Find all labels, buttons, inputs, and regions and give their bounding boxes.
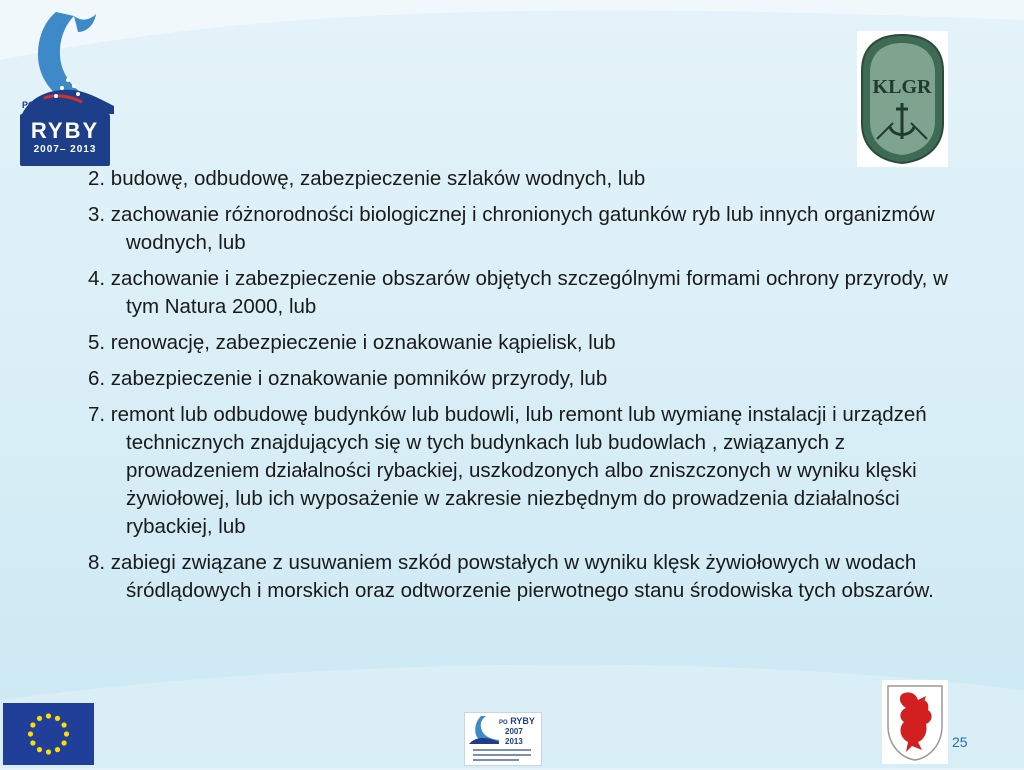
small-logo-caption-lines — [473, 749, 531, 761]
eu-stars-icon — [3, 703, 94, 765]
logo-name: RYBY — [30, 118, 100, 143]
logo-years: 2007– 2013 — [33, 144, 97, 155]
small-fish-icon — [467, 715, 501, 745]
small-logo-name: PO RYBY — [499, 716, 535, 726]
logo-po-text: PO — [22, 100, 36, 110]
logo-badge — [20, 114, 110, 166]
list-item: 7. remont lub odbudowę budynków lub budowli, lub remont lub wymianę instalacji i urządzeń technicznych znajdujących się w tych budynkach lub budowlach , związanych z prowadzeniem działalności rybackiej, uszkodzonych albo zniszczonych w wyniku klęski żywiołowej, lub ich wyposażenie w zakresie niezbędnym do prowadzenia działalności rybackiej, lub — [88, 403, 927, 538]
coat-of-arms — [882, 680, 948, 764]
list-item: 2. budowę, odbudowę, zabezpieczenie szlaków wodnych, lub — [88, 167, 646, 190]
list-item: 5. renowację, zabezpieczenie i oznakowanie kąpielisk, lub — [88, 331, 616, 354]
slide-content — [88, 165, 978, 613]
list-item: 6. zabezpieczenie i oznakowanie pomników przyrody, lub — [88, 367, 608, 390]
svg-text:KLGR: KLGR — [872, 76, 932, 98]
eu-flag — [3, 703, 94, 765]
small-logo-year-end: 2013 — [505, 737, 523, 746]
fish-icon — [16, 10, 114, 114]
page-number: 25 — [952, 734, 968, 750]
fishing-group-emblem — [857, 31, 948, 167]
anchor-emblem-icon — [857, 31, 948, 167]
list-item: 4. zachowanie i zabezpieczenie obszarów objętych szczególnymi formami ochrony przyrody, w tym Natura 2000, lub — [88, 267, 948, 318]
list-item: 8. zabiegi związane z usuwaniem szkód powstałych w wyniku klęsk żywiołowych w wodach śródlądowych i morskich oraz odtworzenie pierwotnego stanu środowiska tych obszarów. — [88, 551, 934, 602]
po-ryby-logo — [16, 10, 114, 160]
list-item: 3. zachowanie różnorodności biologicznej i chronionych gatunków ryb lub innych organizmów wodnych, lub — [88, 203, 935, 254]
po-ryby-small-logo — [464, 712, 542, 766]
small-logo-year-start: 2007 — [505, 727, 523, 736]
griffin-icon — [882, 680, 948, 764]
